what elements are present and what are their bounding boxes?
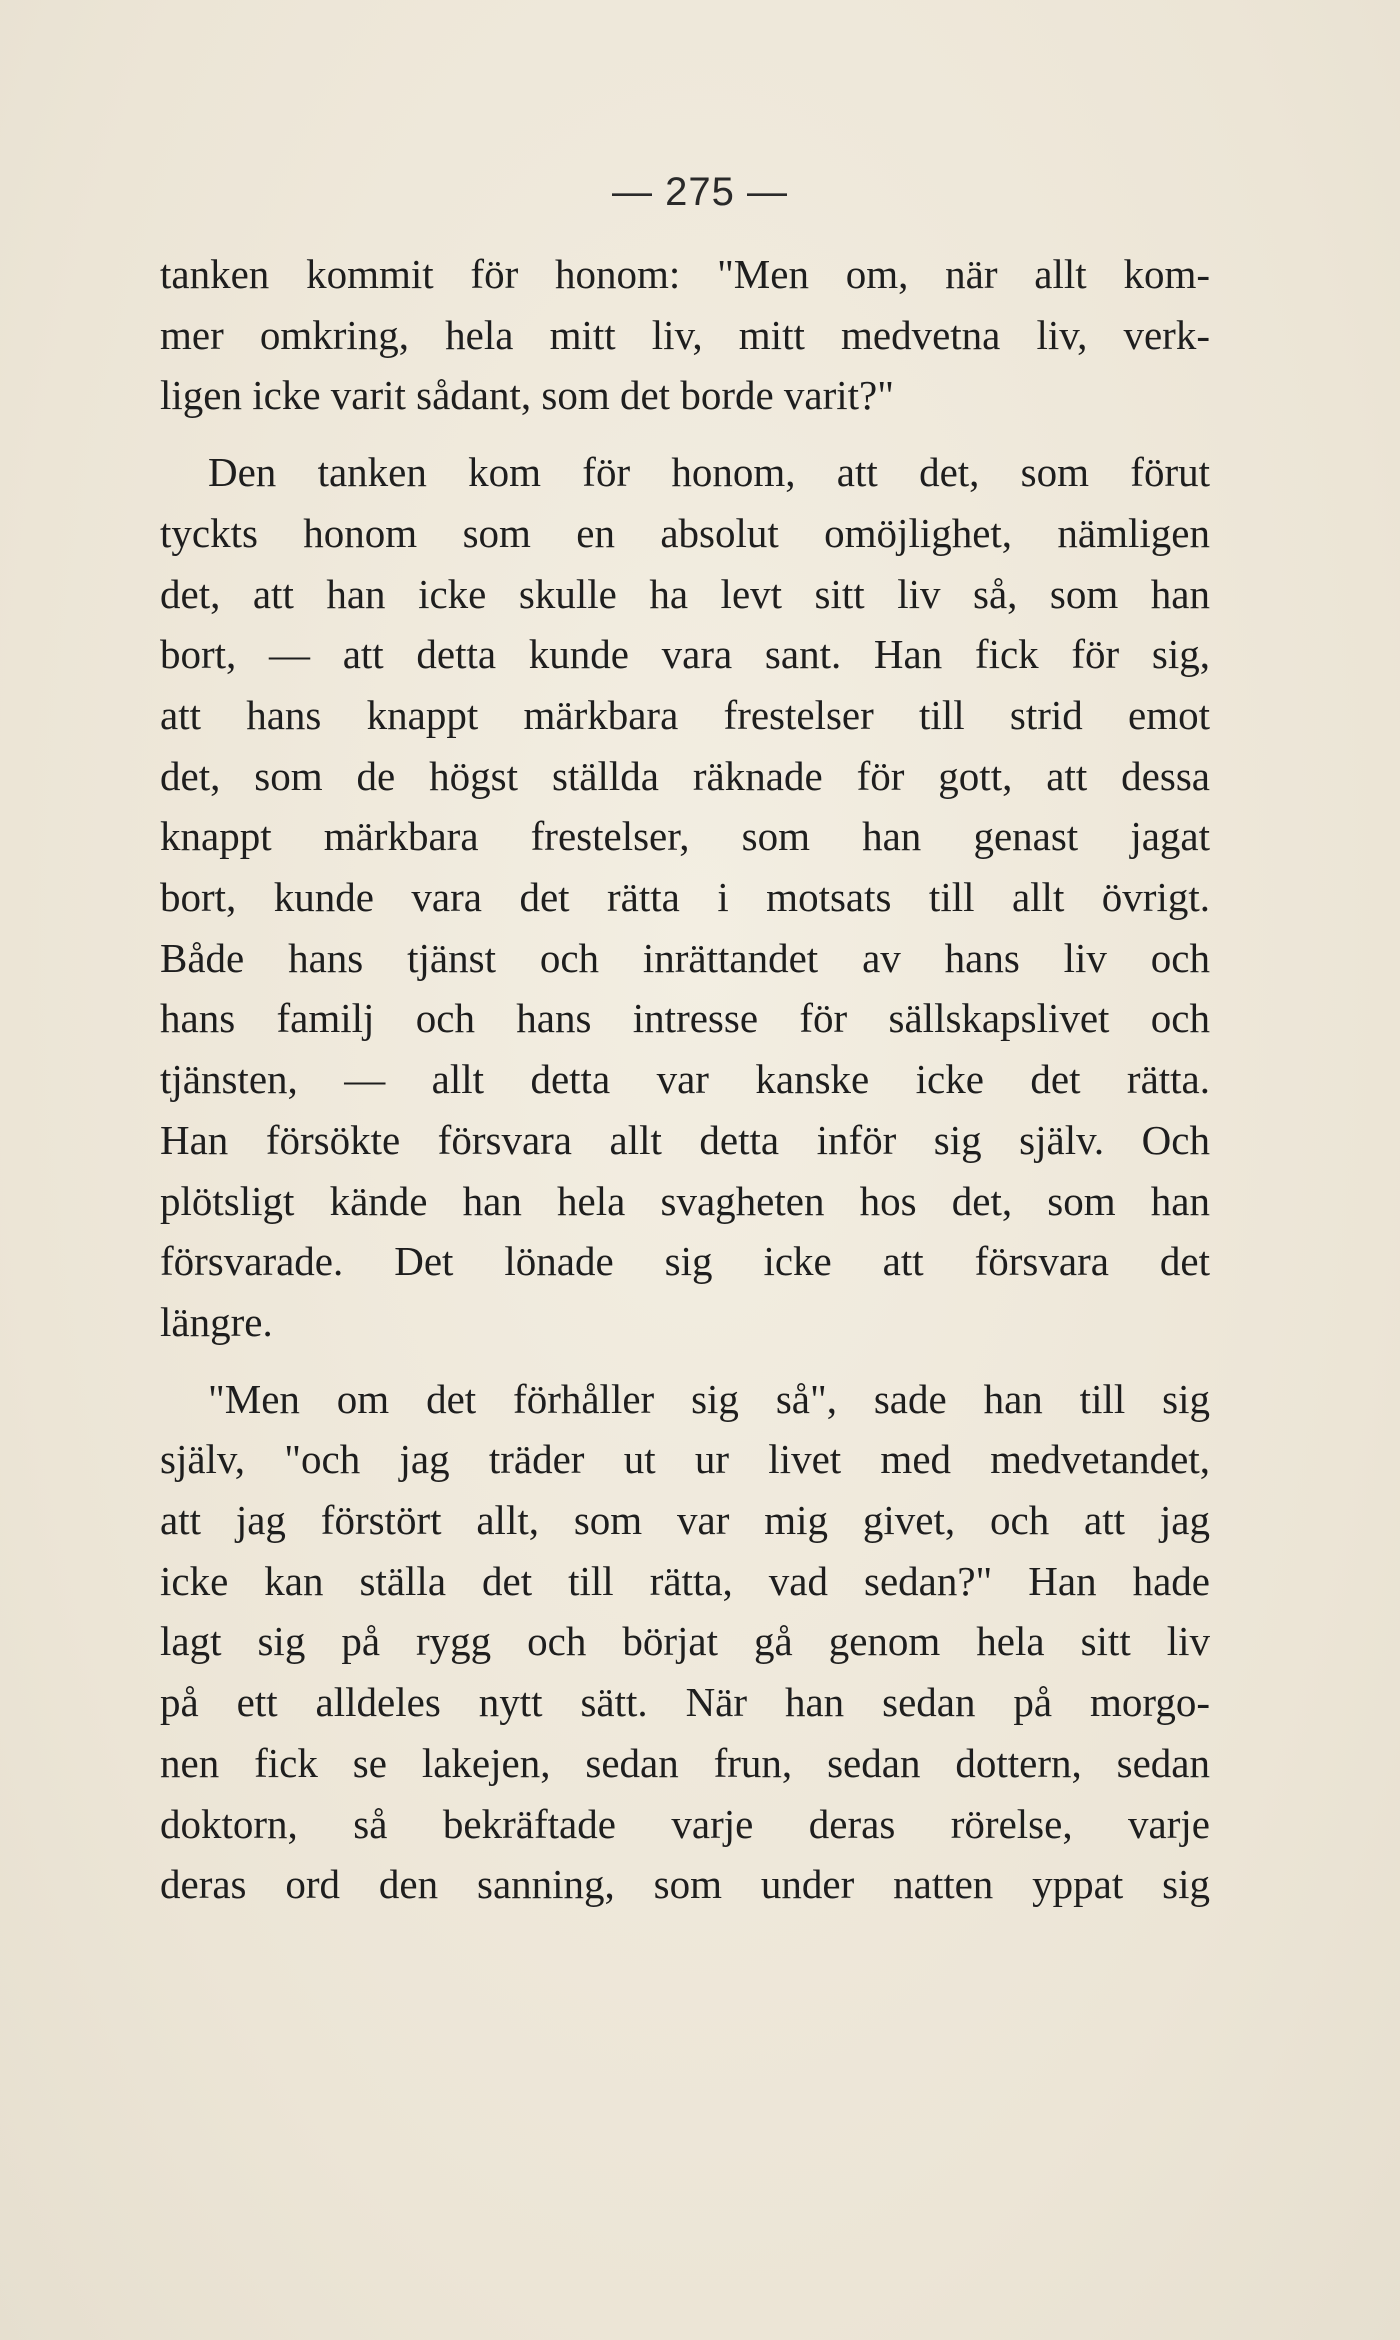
text-line: Både hans tjänst och inrättandet av hans liv och [160, 934, 1210, 981]
text-line: bort, — att detta kunde vara sant. Han fick för sig, [160, 631, 1210, 678]
text-line: icke kan ställa det till rätta, vad sedan?" Han hade [160, 1557, 1210, 1604]
text-line: det, som de högst ställda räknade för gott, att dessa [160, 752, 1210, 799]
paragraph-spacer [160, 426, 1210, 442]
paragraph-2 [160, 442, 1210, 1353]
text-line: knappt märkbara frestelser, som han genast jagat [160, 813, 1210, 860]
text-line: på ett alldeles nytt sätt. När han sedan på morgo- [160, 1679, 1210, 1726]
text-line: nen fick se lakejen, sedan frun, sedan dottern, sedan [160, 1739, 1210, 1786]
text-line: tjänsten, — allt detta var kanske icke det rätta. [160, 1056, 1210, 1103]
text-line: att hans knappt märkbara frestelser till strid emot [160, 691, 1210, 738]
text-line: försvarade. Det lönade sig icke att försvara det [160, 1238, 1210, 1285]
text-line: själv, "och jag träder ut ur livet med medvetandet, [160, 1436, 1210, 1483]
body-text [160, 244, 1210, 1915]
text-line: hans familj och hans intresse för sällskapslivet och [160, 995, 1210, 1042]
text-line: Den tanken kom för honom, att det, som förut [208, 449, 1210, 496]
text-line: doktorn, så bekräftade varje deras rörelse, varje [160, 1800, 1210, 1847]
text-line: ligen icke varit sådant, som det borde varit?" [160, 372, 894, 419]
text-line: det, att han icke skulle ha levt sitt liv så, som han [160, 570, 1210, 617]
paragraph-1 [160, 244, 1210, 426]
text-line: längre. [160, 1298, 273, 1345]
text-line: deras ord den sanning, som under natten yppat sig [160, 1861, 1210, 1908]
text-line: bort, kunde vara det rätta i motsats till allt övrigt. [160, 874, 1210, 921]
page-number: — 275 — [612, 170, 788, 214]
text-line: "Men om det förhåller sig så", sade han till sig [208, 1375, 1210, 1422]
paragraph-3 [160, 1369, 1210, 1915]
text-line: Han försökte försvara allt detta inför sig själv. Och [160, 1116, 1210, 1163]
text-line: tanken kommit för honom: "Men om, när allt kom- [160, 251, 1210, 297]
text-line: tyckts honom som en absolut omöjlighet, nämligen [160, 509, 1210, 556]
text-line: mer omkring, hela mitt liv, mitt medvetna liv, verk- [160, 311, 1210, 358]
paragraph-spacer [160, 1353, 1210, 1369]
text-line: lagt sig på rygg och börjat gå genom hela sitt liv [160, 1618, 1210, 1665]
text-line: att jag förstört allt, som var mig givet, och att jag [160, 1497, 1210, 1544]
text-line: plötsligt kände han hela svagheten hos det, som han [160, 1177, 1210, 1224]
